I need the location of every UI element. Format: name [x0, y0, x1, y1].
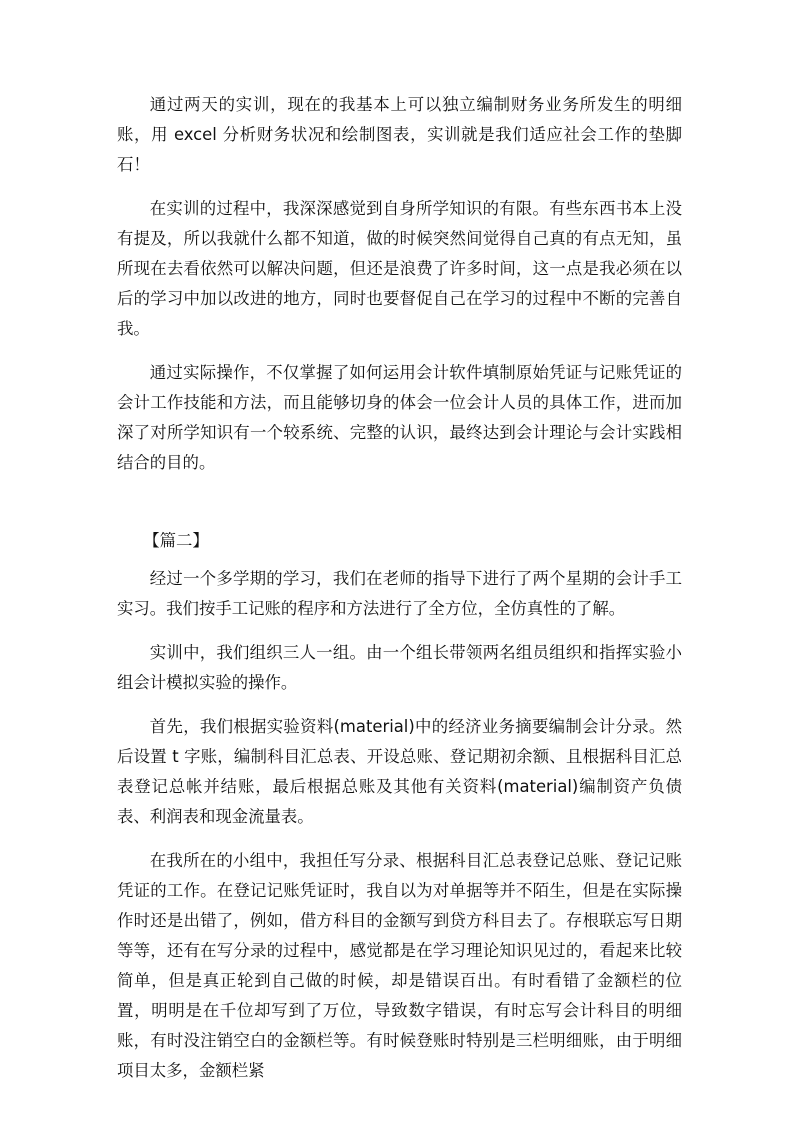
paragraph: 通过实际操作，不仅掌握了如何运用会计软件填制原始凭证与记账凭证的会计工作技能和方法，而且能够切身的体会一位会计人员的具体工作，进而加深了对所学知识有一个较系统、完整的认识，最终达到会计理论与会计实践相结合的目的。 [117, 363, 682, 472]
paragraph: 在实训的过程中，我深深感觉到自身所学知识的有限。有些东西书本上没有提及，所以我就什么都不知道，做的时候突然间觉得自己真的有点无知，虽所现在去看依然可以解决问题，但还是浪费了许多时间，这一点是我必须在以后的学习中加以改进的地方，同时也要督促自己在学习的过程中不断的完善自我。 [117, 199, 682, 338]
paragraph: 首先，我们根据实验资料(material)中的经济业务摘要编制会计分录。然后设置 t 字账，编制科目汇总表、开设总账、登记期初余额、且根据科目汇总表登记总帐并结账，最后根据总账及其他有关资料(material)编制资产负债表、利润表和现金流量表。 [117, 717, 682, 826]
document-body [117, 90, 682, 1100]
paragraph: 经过一个多学期的学习，我们在老师的指导下进行了两个星期的会计手工实习。我们按手工记账的程序和方法进行了全方位，全仿真性的了解。 [117, 569, 682, 618]
paragraph: 实训中，我们组织三人一组。由一个组长带领两名组员组织和指挥实验小组会计模拟实验的操作。 [117, 643, 682, 692]
paragraph: 通过两天的实训，现在的我基本上可以独立编制财务业务所发生的明细账，用 excel 分析财务状况和绘制图表，实训就是我们适应社会工作的垫脚石！ [117, 95, 682, 174]
paragraph: 在我所在的小组中，我担任写分录、根据科目汇总表登记总账、登记记账凭证的工作。在登记记账凭证时，我自以为对单据等并不陌生，但是在实际操作时还是出错了，例如，借方科目的金额写到贷方科目去了。存根联忘写日期等等，还有在写分录的过程中，感觉都是在学习理论知识见过的，看起来比较简单，但是真正轮到自己做的时候，却是错误百出。有时看错了金额栏的位置，明明是在千位却写到了万位，导致数字错误，有时忘写会计科目的明细账，有时没注销空白的金额栏等。有时候登账时特别是三栏明细账，由于明细项目太多，金额栏紧 [117, 851, 682, 1080]
section-title: 【篇二】 [143, 531, 209, 550]
